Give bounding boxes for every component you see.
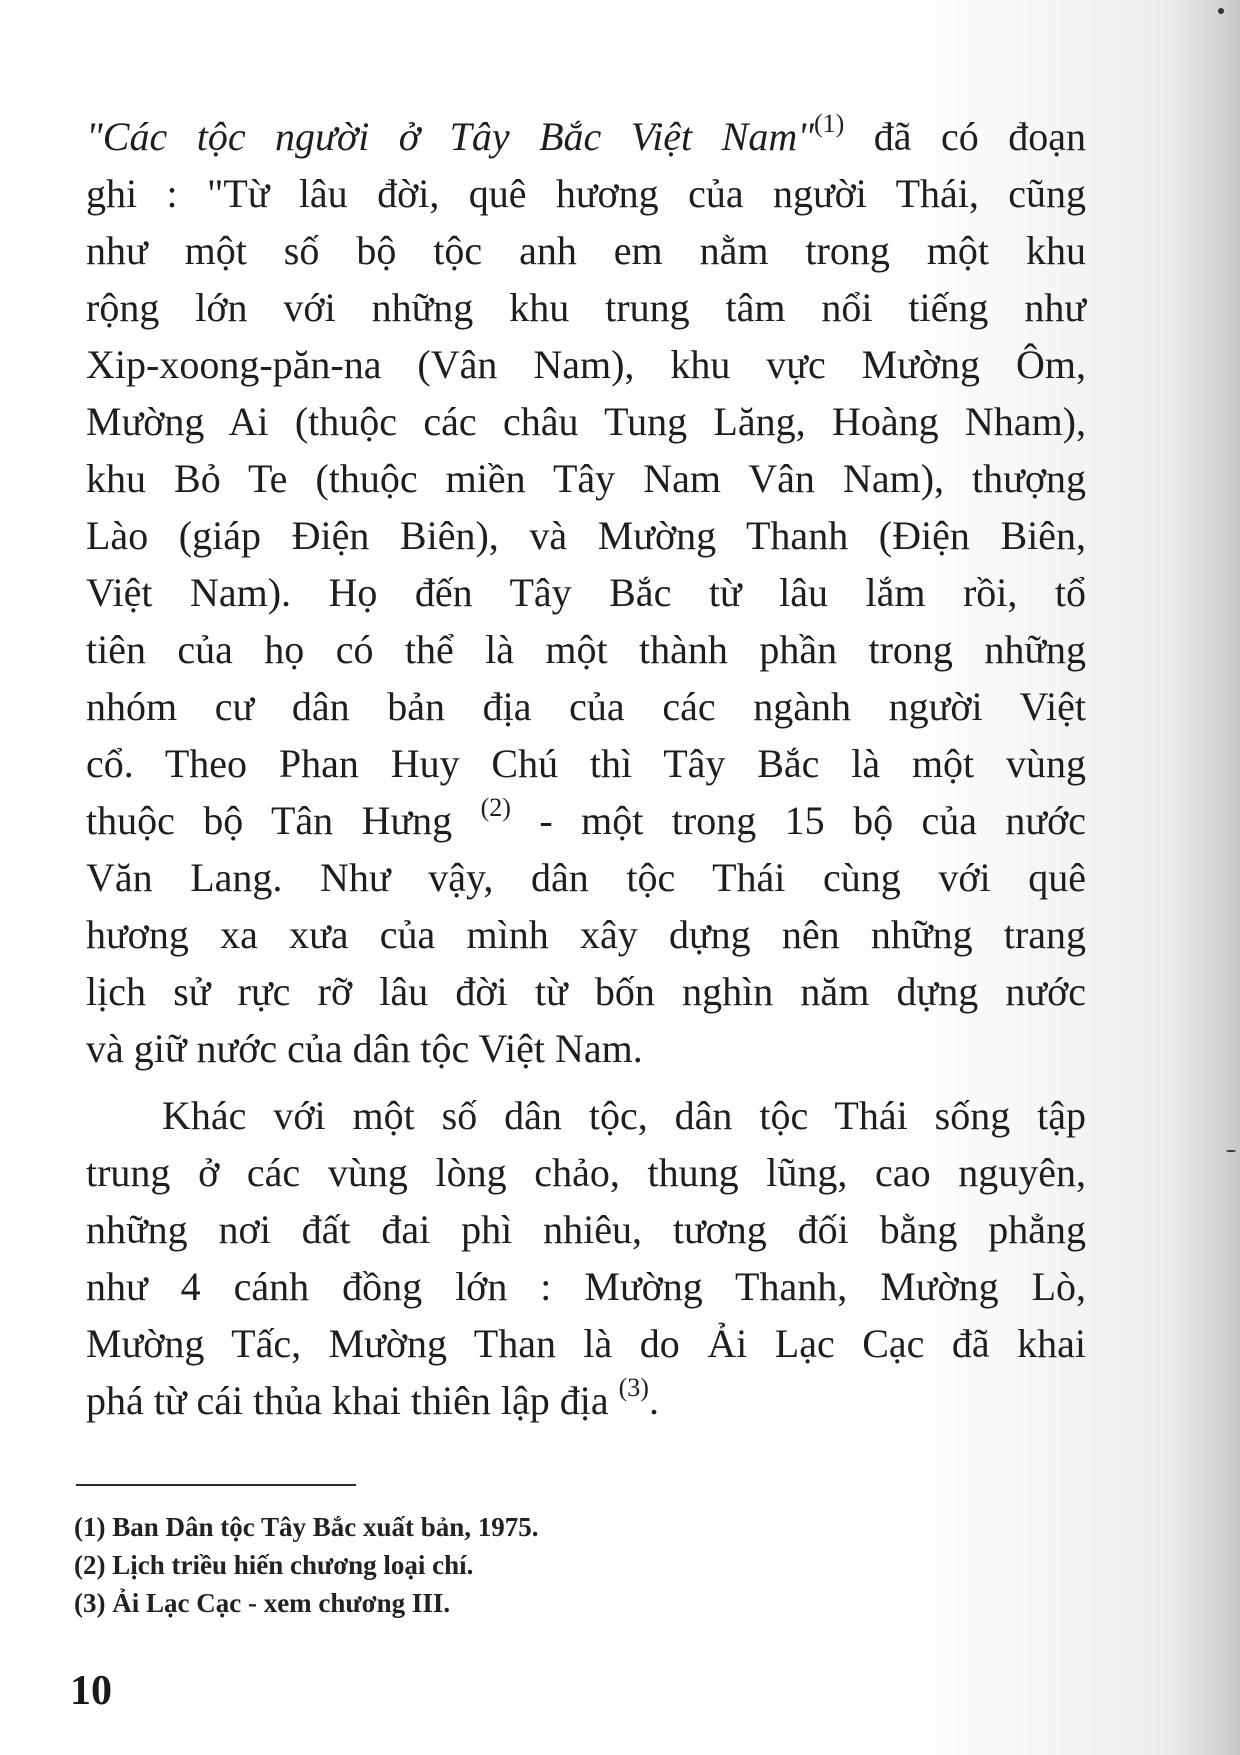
footnote-separator [76,1484,356,1486]
text-line: khu Bỏ Te (thuộc miền Tây Nam Vân Nam), thượng [86,456,1086,501]
text-line: hương xa xưa của mình xây dựng nên những trang [86,912,1086,957]
page-edge-shadow [1170,0,1240,1755]
scan-speck [1218,8,1224,14]
text-line: Khác với một số dân tộc, dân tộc Thái sống tập [162,1093,1086,1138]
text-line: thuộc bộ Tân Hưng $^{(2)}$ - một trong 15 bộ của nước [86,792,1087,843]
footnotes [74,1508,974,1622]
footnote-ref: (2) [480,792,511,822]
footnote-3: (3) Ải Lạc Cạc - xem chương III. [74,1588,451,1618]
text-line: trung ở các vùng lòng chảo, thung lũng, cao nguyên, [86,1150,1086,1195]
page-number: 10 [70,1668,112,1714]
text-line: phá từ cái thủa khai thiên lập địa $^{(3)}$. [86,1372,659,1423]
text-line: "Các tộc người ở Tây Bắc Việt Nam"$^{(1)}$ đã có đoạn [86,108,1086,159]
paragraph-gap [86,1077,1086,1087]
text-line: cổ. Theo Phan Huy Chú thì Tây Bắc là một vùng [86,741,1086,786]
footnote-2: (2) Lịch triều hiến chương loại chí. [74,1550,474,1580]
text-line: Văn Lang. Như vậy, dân tộc Thái cùng với quê [86,855,1086,900]
text-line: Xip-xoong-păn-na (Vân Nam), khu vực Mường Ôm, [86,342,1086,387]
text-line: như 4 cánh đồng lớn : Mường Thanh, Mường Lò, [86,1264,1086,1309]
text-line: Việt Nam). Họ đến Tây Bắc từ lâu lắm rồi, tổ [86,570,1086,615]
footnote-ref: (1) [814,108,845,138]
scan-speck [1226,1150,1236,1152]
text-line: như một số bộ tộc anh em nằm trong một khu [86,228,1086,273]
body-text [86,108,1086,1429]
text-line: Lào (giáp Điện Biên), và Mường Thanh (Điện Biên, [86,513,1086,558]
text-line: lịch sử rực rỡ lâu đời từ bốn nghìn năm dựng nước [86,969,1086,1014]
text-line: tiên của họ có thể là một thành phần trong những [86,627,1086,672]
text-line: Mường Ai (thuộc các châu Tung Lăng, Hoàng Nham), [86,399,1086,444]
text-line: rộng lớn với những khu trung tâm nổi tiếng như [86,285,1086,330]
footnote-ref: (3) [618,1372,649,1402]
footnote-1: (1) Ban Dân tộc Tây Bắc xuất bản, 1975. [74,1512,539,1542]
text-line: nhóm cư dân bản địa của các ngành người Việt [86,684,1086,729]
text-line: Mường Tấc, Mường Than là do Ải Lạc Cạc đã khai [86,1321,1086,1366]
cited-title: "Các tộc người ở Tây Bắc Việt Nam" [86,114,814,159]
text-line: và giữ nước của dân tộc Việt Nam. [86,1026,643,1071]
text-line: những nơi đất đai phì nhiêu, tương đối bằng phẳng [86,1207,1086,1252]
text-line: ghi : "Từ lâu đời, quê hương của người Thái, cũng [86,171,1086,216]
